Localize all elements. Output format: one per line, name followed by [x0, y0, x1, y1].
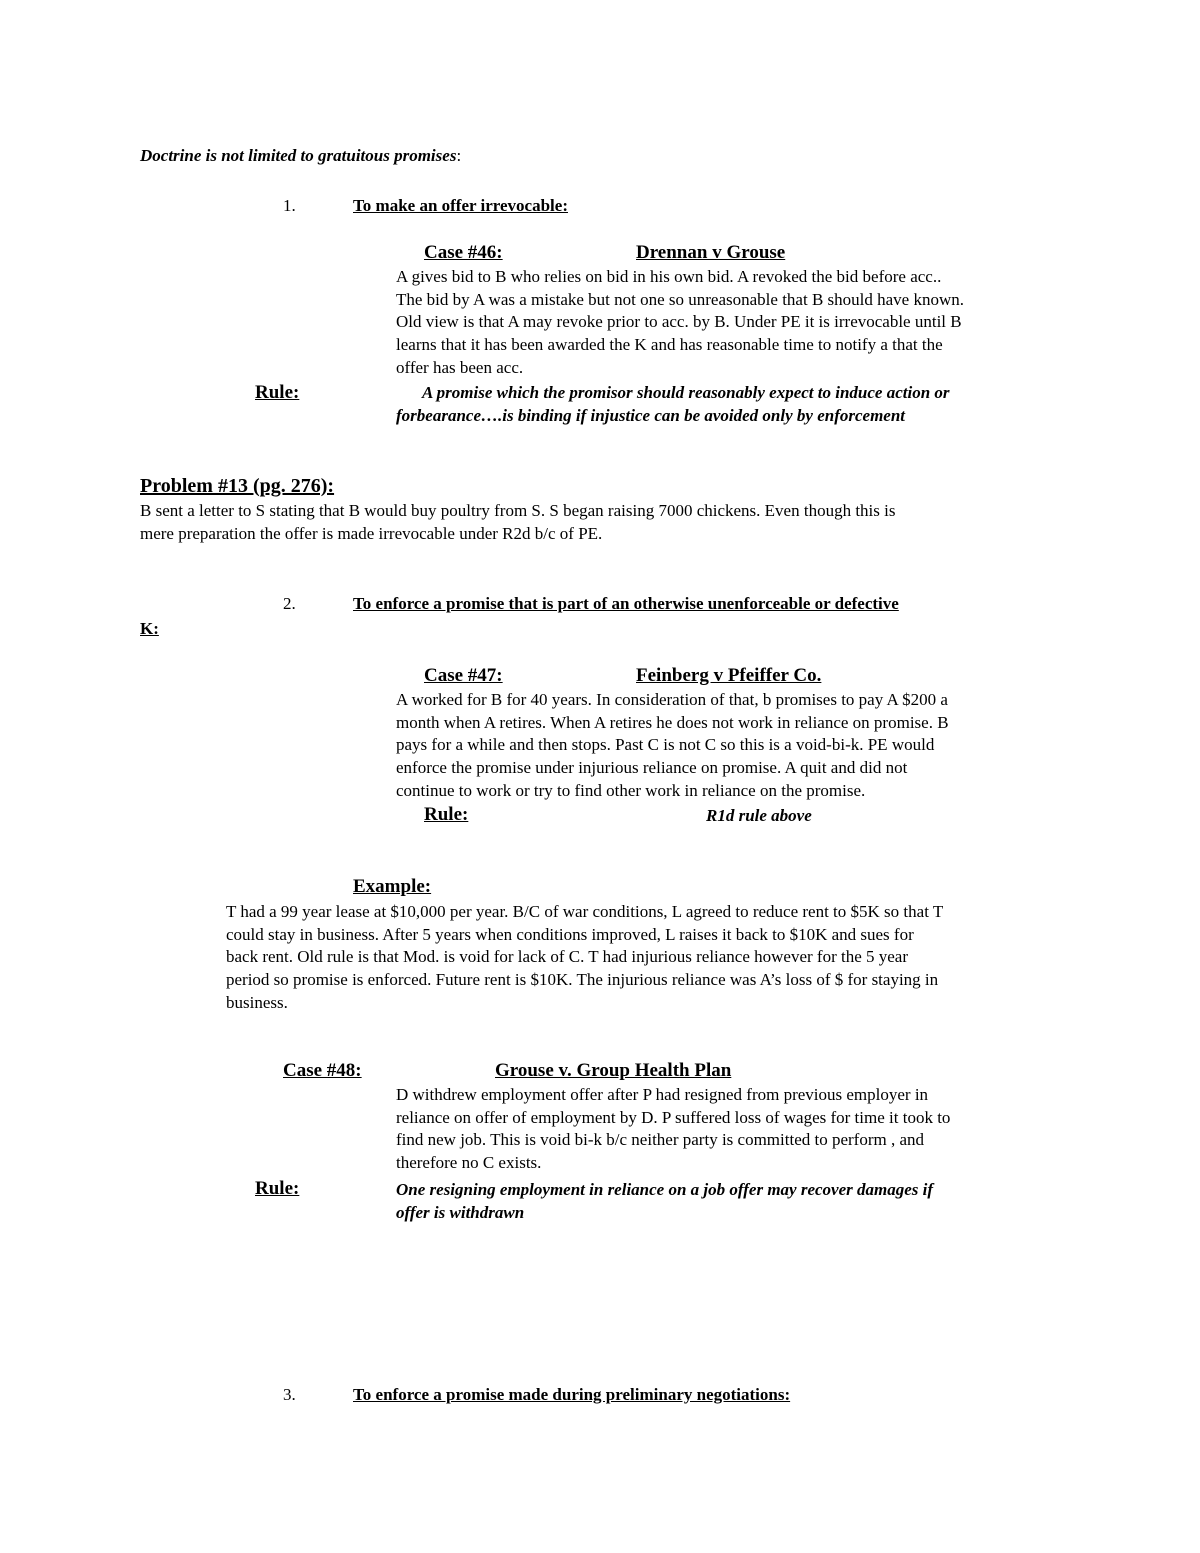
case-46-line: learns that it has been awarded the K and has reasonable time to notify a that the [396, 335, 943, 355]
example-body [226, 901, 943, 1015]
problem-13-heading: Problem #13 (pg. 276): [140, 475, 335, 497]
case-47-name: Feinberg v Pfeiffer Co. [636, 665, 822, 686]
example-line: T had a 99 year lease at $10,000 per year. B/C of war conditions, L agreed to reduce rent to $5K so that T [226, 902, 944, 921]
case-47-line: continue to work or try to find other work in reliance on the promise. [396, 780, 866, 800]
case-46-line: offer has been acc. [396, 357, 524, 377]
intro-heading-colon: : [456, 146, 462, 165]
section-2-number: 2. [283, 594, 296, 613]
rule-1-text [396, 382, 950, 427]
section-2-title-cont: K: [140, 619, 159, 638]
example-heading: Example: [353, 876, 432, 897]
section-3-number: 3. [283, 1385, 296, 1404]
case-47-label: Case #47: [424, 665, 503, 686]
case-48-label: Case #48: [283, 1060, 362, 1081]
example-line: business. [226, 992, 288, 1012]
example-line: back rent. Old rule is that Mod. is void for lack of C. T had injurious reliance however for the 5 year [226, 947, 909, 967]
case-47-line: A worked for B for 40 years. In consideration of that, b promises to pay A $200 a [396, 690, 948, 709]
rule-3-text [396, 1179, 933, 1224]
rule-3-label: Rule: [255, 1178, 300, 1199]
case-48-name: Grouse v. Group Health Plan [495, 1060, 732, 1081]
rule-3-line: offer is withdrawn [396, 1202, 525, 1222]
rule-2-text: R1d rule above [706, 806, 812, 825]
case-48-line: reliance on offer of employment by D. P suffered loss of wages for time it took to [396, 1107, 951, 1127]
case-47-line: pays for a while and then stops. Past C is not C so this is a void-bi-k. PE would [396, 735, 935, 755]
case-48-line: D withdrew employment offer after P had resigned from previous employer in [396, 1085, 929, 1104]
case-46-line: Old view is that A may revoke prior to acc. by B. Under PE it is irrevocable until B [396, 312, 962, 332]
rule-1-line: A promise which the promisor should reasonably expect to induce action or [422, 383, 950, 402]
case-48-line: therefore no C exists. [396, 1153, 542, 1173]
example-line: could stay in business. After 5 years when conditions improved, L raises it back to $10K and sues for [226, 924, 914, 944]
section-1-number: 1. [283, 196, 296, 215]
intro-heading [140, 145, 461, 168]
section-1-title: To make an offer irrevocable: [353, 196, 568, 215]
case-48-line: find new job. This is void bi-k b/c neither party is committed to perform , and [396, 1130, 925, 1150]
section-2-title: To enforce a promise that is part of an otherwise unenforceable or defective [353, 594, 899, 613]
case-46-line: A gives bid to B who relies on bid in his own bid. A revoked the bid before acc.. [396, 267, 942, 286]
case-48-body [396, 1084, 950, 1175]
rule-2-label-text: Rule: [424, 804, 469, 825]
case-46-name: Drennan v Grouse [636, 242, 786, 263]
intro-heading-text: Doctrine is not limited to gratuitous promises [140, 146, 457, 165]
case-47-line: month when A retires. When A retires he does not work in reliance on promise. B [396, 712, 949, 732]
rule-2-label [424, 804, 490, 826]
rule-3-line: One resigning employment in reliance on a job offer may recover damages if [396, 1180, 934, 1199]
case-47-line: enforce the promise under injurious reliance on promise. A quit and did not [396, 758, 908, 778]
case-46-label: Case #46: [424, 242, 503, 263]
problem-13-body [140, 500, 895, 545]
rule-1-line: forbearance….is binding if injustice can be avoided only by enforcement [396, 405, 906, 425]
section-3-title: To enforce a promise made during preliminary negotiations: [353, 1385, 791, 1404]
case-47-body [396, 689, 949, 803]
case-46-line: The bid by A was a mistake but not one so unreasonable that B should have known. [396, 289, 964, 309]
case-46-body [396, 266, 964, 380]
example-line: period so promise is enforced. Future rent is $10K. The injurious reliance was A’s loss of $ for staying in [226, 970, 939, 990]
rule-1-label: Rule: [255, 382, 300, 403]
problem-13-line: mere preparation the offer is made irrevocable under R2d b/c of PE. [140, 523, 603, 543]
problem-13-line: B sent a letter to S stating that B would buy poultry from S. S began raising 7000 chickens. Even though this is [140, 501, 896, 520]
